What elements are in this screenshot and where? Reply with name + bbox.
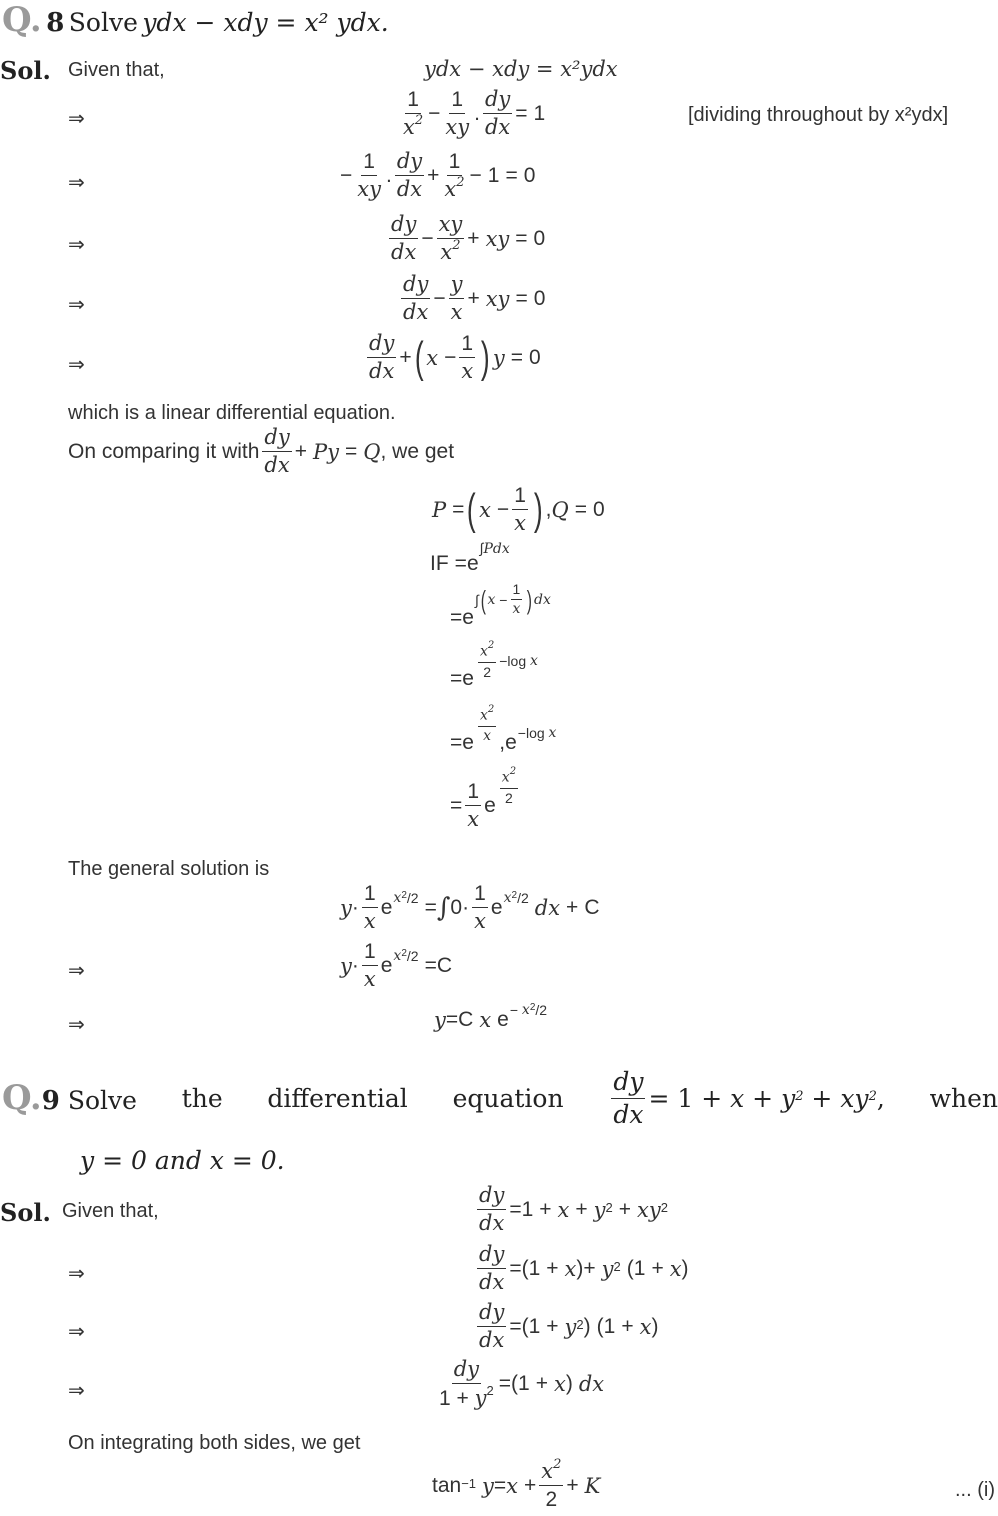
q9-step-3: $\frac{dy}{dx}$ = ( 1 + y 2 ) ( 1 + x )	[479, 1300, 659, 1353]
q8-given-text: Given that,	[68, 59, 165, 81]
q8-header	[2, 0, 389, 40]
q8-number: 8	[46, 8, 65, 38]
q8-general-text: The general solution is	[68, 858, 270, 880]
q9-when: when	[929, 1083, 998, 1113]
q8-general-line-1: y · $\frac{1}{x}$ e x 2 /2 = ∫ 0 · $\frac{1}{x}$ e x 2 /2 dx + C	[340, 882, 600, 934]
q8-letter: Q.	[2, 0, 42, 40]
q9-sol-label: Sol.	[0, 1198, 51, 1227]
q8-step-1: $\frac{1}{x^2}$ − $\frac{1}{xy}$ . $\frac{dy}{dx}$ = 1	[403, 87, 546, 140]
step-arrow: ⇒	[68, 1378, 85, 1402]
q9-header: Q.9 Solve the differential equation $\frac{dy}{dx}$ = 1 + x + y 2 + xy 2 , when	[2, 1067, 998, 1129]
step-arrow: ⇒	[68, 106, 85, 130]
q8-compare-line: On comparing it with $\frac{dy}{dx}$ + Py = Q , we get	[68, 425, 455, 478]
q8-if-line-4: = e $\frac{x^2}{x}$ , e − log x	[450, 704, 557, 755]
q9-condition: y = 0 and x = 0.	[80, 1146, 285, 1175]
q8-if-line-2: = e ∫ ( x − $\frac{1}{x}$ ) dx	[450, 581, 551, 629]
q9-step-1: $\frac{dy}{dx}$ = 1 + x + y 2 + xy 2	[479, 1183, 668, 1236]
q9-number: 9	[41, 1086, 60, 1116]
q8-step-5: $\frac{dy}{dx}$ + ( x − $\frac{1}{x}$ ) y = 0	[369, 331, 541, 384]
step-arrow: ⇒	[68, 170, 85, 194]
q9-equation: $\frac{dy}{dx}$ = 1 + x + y 2 + xy 2 ,	[613, 1067, 885, 1129]
q8-general-line-2: y · $\frac{1}{x}$ e x 2 /2 = C	[340, 940, 452, 992]
q8-given-eq: ydx − xdy = x²ydx	[424, 57, 618, 81]
q8-step-3: $\frac{dy}{dx}$ − $\frac{xy}{x^2}$ + xy = 0	[391, 212, 546, 265]
step-arrow: ⇒	[68, 1261, 85, 1285]
q8-sol-label: Sol.	[0, 56, 51, 85]
step-arrow: ⇒	[68, 352, 85, 376]
q8-if-line-1: IF = e ∫Pdx	[430, 539, 510, 575]
step-arrow: ⇒	[68, 292, 85, 316]
q9-letter: Q.	[2, 1078, 42, 1118]
step-arrow: ⇒	[68, 232, 85, 256]
q9-integrating-text: On integrating both sides, we get	[68, 1432, 361, 1454]
q9-step-2: $\frac{dy}{dx}$ = ( 1 + x ) + y 2 ( 1 + x )	[479, 1242, 689, 1295]
step-arrow: ⇒	[68, 1012, 85, 1036]
q8-if-line-5: = $\frac{1}{x}$ e $\frac{x^2}{2}$	[450, 766, 517, 832]
q9-step-4: $\frac{dy}{1 + y^2}$ = ( 1 + x ) dx	[439, 1357, 605, 1411]
q8-step-4: $\frac{dy}{dx}$ − $\frac{y}{x}$ + xy = 0	[403, 272, 546, 325]
q8-pq: P = ( x − $\frac{1}{x}$ ) , Q = 0	[432, 484, 605, 536]
q9-given-text: Given that,	[62, 1200, 159, 1222]
q8-equation: ydx − xdy = x² ydx.	[142, 8, 389, 37]
q8-general-line-3: y = C x e − x 2 /2	[434, 1002, 548, 1032]
step-arrow: ⇒	[68, 1319, 85, 1343]
q8-linear-text: which is a linear differential equation.	[68, 402, 396, 424]
q8-if-line-3: = e $\frac{x^2}{2}$ − log x	[450, 640, 538, 691]
q8-prompt: Solve	[68, 8, 138, 37]
q8-step-2: − $\frac{1}{xy}$ . $\frac{dy}{dx}$ + $\frac{1}{x^2}$ − 1 = 0	[340, 149, 536, 202]
q9-result-tag: ... (i)	[955, 1479, 995, 1501]
q9-result: tan −1 y = x + $\frac{x^2}{2}$ + K	[432, 1457, 601, 1512]
step-arrow: ⇒	[68, 958, 85, 982]
q8-step-1-note: [dividing throughout by x²ydx]	[688, 104, 949, 126]
